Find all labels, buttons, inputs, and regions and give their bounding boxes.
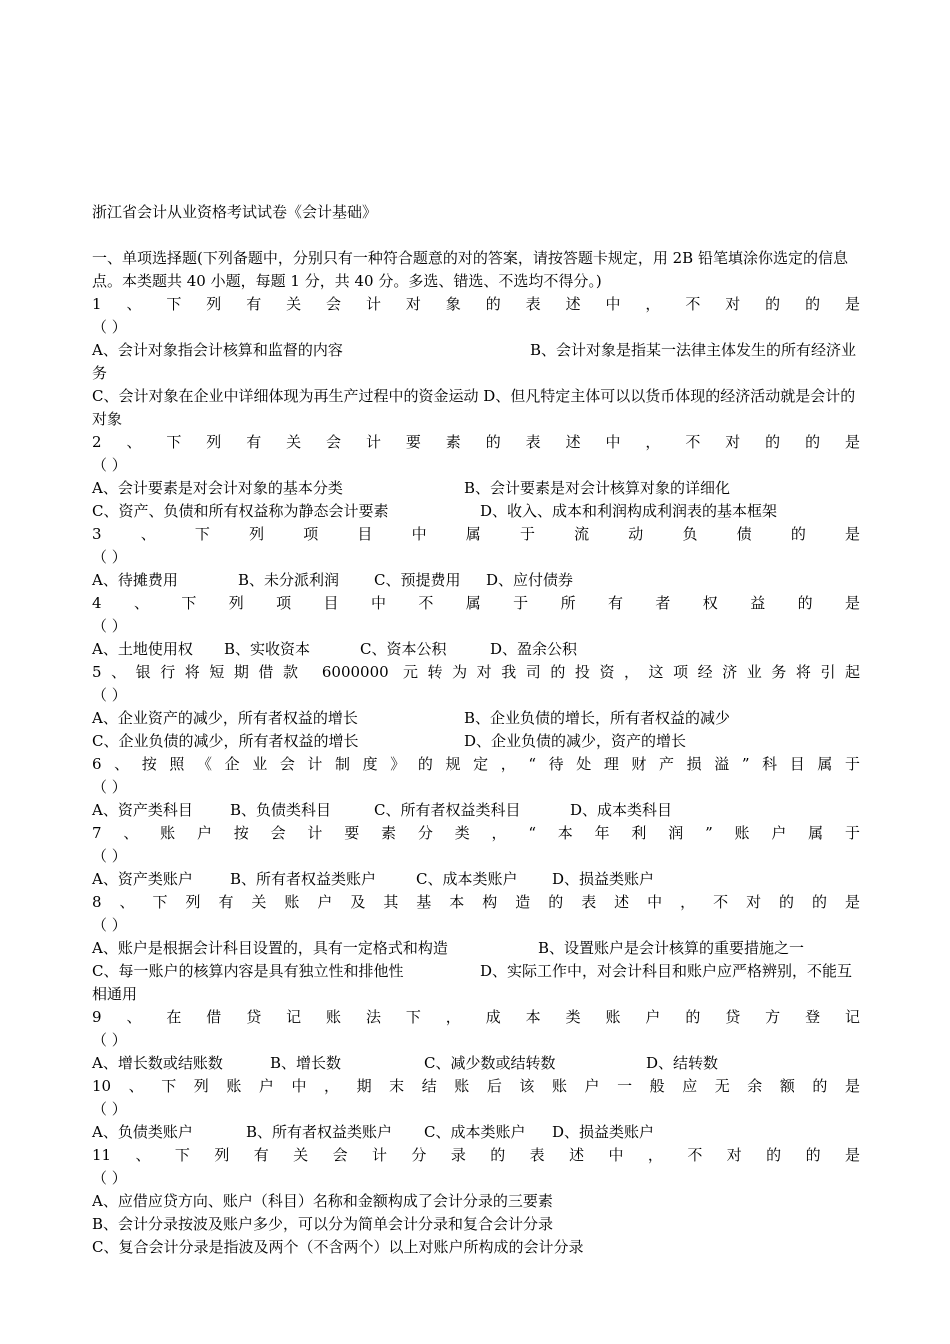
question-7-option-d: D、损益类账户 (552, 870, 655, 888)
question-1-option-d: D、但凡特定主体可以以货币体现的经济活动就是会计的对象 (92, 387, 856, 428)
question-5-paren: （ ） (92, 686, 127, 704)
question-11-option-b: B、会计分录按波及账户多少，可以分为简单会计分录和复合会计分录 (92, 1215, 554, 1233)
question-7-option-a: A、资产类账户 (92, 870, 193, 888)
question-7-option-c: C、成本类账户 (416, 870, 518, 888)
document-title: 浙江省会计从业资格考试试卷《会计基础》 (92, 203, 378, 221)
question-1-option-c: C、会计对象在企业中详细体现为再生产过程中的资金运动 (92, 387, 479, 405)
question-5-option-b: B、企业负债的增长，所有者权益的减少 (464, 709, 731, 727)
question-3-option-c: C、预提费用 (374, 571, 461, 589)
document-body (92, 201, 860, 1259)
question-5-options-ab (92, 707, 860, 730)
question-7-paren: （ ） (92, 847, 127, 865)
section-intro: 一、单项选择题(下列备题中，分别只有一种符合题意的对的答案，请按答题卡规定，用 2B 铅笔填涂你选定的信息点。本类题共 40 小题，每题 1 分，共 40 分。多选、错选、不选均不得分。) (92, 249, 848, 290)
question-10-option-d: D、损益类账户 (552, 1123, 655, 1141)
question-10-options (92, 1121, 860, 1144)
question-4-option-d: D、盈余公积 (490, 640, 578, 658)
question-9-option-a: A、增长数或结账数 (92, 1054, 223, 1072)
question-4-option-a: A、土地使用权 (92, 640, 193, 658)
question-6-options (92, 799, 860, 822)
question-6-stem: 6、按照《企业会计制度》的规定，“待处理财产损溢”科目属于 (92, 755, 860, 773)
question-9-stem: 9、在借贷记账法下，成本类账户的贷方登记 (92, 1008, 860, 1026)
question-5-stem: 5、银行将短期借款 6000000 元转为对我司的投资，这项经济业务将引起 (92, 663, 860, 681)
question-6-option-d: D、成本类科目 (570, 801, 673, 819)
question-1-paren: （ ） (92, 318, 127, 336)
question-4-option-c: C、资本公积 (360, 640, 447, 658)
question-3-option-b: B、未分派利润 (238, 571, 340, 589)
question-6-paren: （ ） (92, 778, 127, 796)
question-8-option-c: C、每一账户的核算内容是具有独立性和排他性 (92, 962, 404, 980)
question-7-option-b: B、所有者权益类账户 (230, 870, 377, 888)
question-6-option-b: B、负债类科目 (230, 801, 332, 819)
question-5-option-a: A、企业资产的减少，所有者权益的增长 (92, 709, 358, 727)
question-11-paren: （ ） (92, 1169, 127, 1187)
question-3-option-d: D、应付债券 (486, 571, 574, 589)
question-3-stem: 3、下列项目中属于流动负债的是 (92, 525, 860, 543)
question-3-option-a: A、待摊费用 (92, 571, 178, 589)
question-6-option-c: C、所有者权益类科目 (374, 801, 521, 819)
question-9-option-b: B、增长数 (270, 1054, 342, 1072)
question-2-paren: （ ） (92, 456, 127, 474)
question-6-option-a: A、资产类科目 (92, 801, 193, 819)
question-10-option-c: C、成本类账户 (424, 1123, 526, 1141)
question-8-stem: 8、下列有关账户及其基本构造的表述中，不对的的是 (92, 893, 860, 911)
question-3-paren: （ ） (92, 548, 127, 566)
question-1-options-cd (92, 385, 860, 431)
question-9-option-c: C、减少数或结转数 (424, 1054, 556, 1072)
question-2-option-a: A、会计要素是对会计对象的基本分类 (92, 479, 343, 497)
question-5-option-d: D、企业负债的减少，资产的增长 (464, 732, 687, 750)
question-1-option-a: A、会计对象指会计核算和监督的内容 (92, 341, 343, 359)
question-10-option-b: B、所有者权益类账户 (246, 1123, 393, 1141)
question-2-options-ab (92, 477, 860, 500)
question-11-stem: 11、下列有关会计分录的表述中，不对的的是 (92, 1146, 860, 1164)
spacer (92, 224, 860, 247)
question-8-paren: （ ） (92, 916, 127, 934)
question-2-option-c: C、资产、负债和所有权益称为静态会计要素 (92, 502, 389, 520)
question-2-option-b: B、会计要素是对会计核算对象的详细化 (464, 479, 731, 497)
question-9-options (92, 1052, 860, 1075)
question-8-options-ab (92, 937, 860, 960)
question-11-option-a: A、应借应贷方向、账户（科目）名称和金额构成了会计分录的三要素 (92, 1192, 553, 1210)
question-10-paren: （ ） (92, 1100, 127, 1118)
question-9-option-d: D、结转数 (646, 1054, 719, 1072)
question-1-option-b: B、会计对象是指某一法律主体发生的所有经济业务 (92, 341, 857, 382)
question-7-stem: 7、账户按会计要素分类，“本年利润”账户属于 (92, 824, 860, 842)
question-8-options-cd (92, 960, 860, 1006)
question-10-stem: 10、下列账户中，期末结账后该账户一般应无余额的是 (92, 1077, 860, 1095)
question-4-options (92, 638, 860, 661)
question-8-option-b: B、设置账户是会计核算的重要措施之一 (538, 939, 805, 957)
question-4-paren: （ ） (92, 617, 127, 635)
question-5-options-cd (92, 730, 860, 753)
question-7-options (92, 868, 860, 891)
question-1-stem: 1、下列有关会计对象的表述中，不对的的是 (92, 295, 860, 313)
question-10-option-a: A、负债类账户 (92, 1123, 193, 1141)
question-2-option-d: D、收入、成本和利润构成利润表的基本框架 (480, 502, 778, 520)
question-3-options (92, 569, 860, 592)
question-1-options-ab (92, 339, 860, 385)
question-4-option-b: B、实收资本 (224, 640, 311, 658)
question-2-stem: 2、下列有关会计要素的表述中，不对的的是 (92, 433, 860, 451)
question-9-paren: （ ） (92, 1031, 127, 1049)
question-2-options-cd (92, 500, 860, 523)
question-4-stem: 4、下列项目中不属于所有者权益的是 (92, 594, 860, 612)
question-8-option-a: A、账户是根据会计科目设置的，具有一定格式和构造 (92, 939, 448, 957)
question-11-option-c: C、复合会计分录是指波及两个（不含两个）以上对账户所构成的会计分录 (92, 1238, 584, 1256)
question-8-option-d: D、实际工作中，对会计科目和账户应严格辨别，不能互相通用 (92, 962, 853, 1003)
question-5-option-c: C、企业负债的减少，所有者权益的增长 (92, 732, 359, 750)
